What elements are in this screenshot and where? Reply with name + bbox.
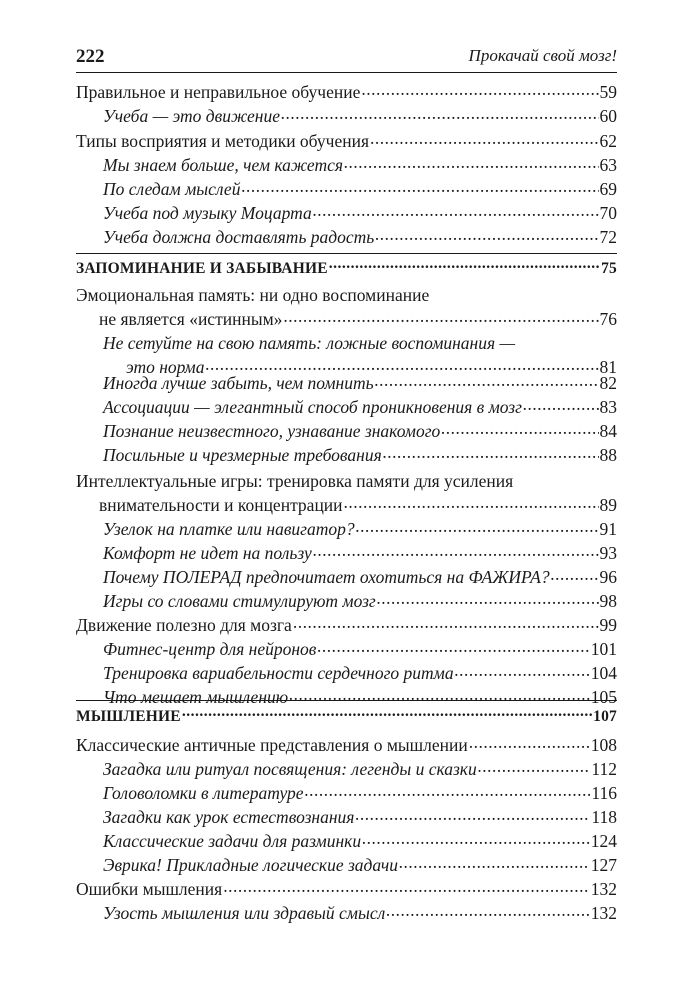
dot-leader <box>344 494 599 512</box>
toc-entry-title: Тренировка вариабельности сердечного ритма <box>103 663 454 683</box>
toc-entry-title: Головоломки в литературе <box>103 783 304 803</box>
dot-leader <box>313 202 599 220</box>
toc-page-number: 104 <box>590 663 617 683</box>
toc-entry-title: Типы восприятия и методики обучения <box>76 131 370 151</box>
toc-page-number: 124 <box>590 831 617 851</box>
toc-subentry <box>76 781 617 805</box>
toc-page-number: 59 <box>599 82 617 102</box>
toc-entry-title: это норма <box>126 357 205 377</box>
toc-page-number: 127 <box>590 855 617 875</box>
toc-subentry <box>76 805 617 829</box>
toc-page-number: 76 <box>599 309 617 329</box>
toc-page-number: 72 <box>599 227 617 247</box>
toc-subentry <box>76 153 617 177</box>
dot-leader <box>361 81 598 99</box>
dot-leader <box>399 854 590 872</box>
toc-page-number: 98 <box>599 591 617 611</box>
dot-leader <box>344 154 599 172</box>
toc-page-number: 132 <box>590 879 617 899</box>
dot-leader <box>478 758 591 776</box>
toc-subentry <box>76 541 617 565</box>
toc-subentry <box>76 589 617 613</box>
dot-leader <box>313 542 599 560</box>
dot-leader <box>383 444 599 462</box>
toc-entry-title-line: Интеллектуальные игры: тренировка памяти для усиления <box>76 471 514 491</box>
toc-subentry <box>76 517 617 541</box>
toc-entry-title: Мы знаем больше, чем кажется <box>103 155 343 175</box>
toc-entry-title: Почему ПОЛЕРАД предпочитает охотиться на ФАЖИРА? <box>103 567 550 587</box>
toc-page-number: 62 <box>599 131 617 151</box>
toc-subentry <box>76 225 617 249</box>
toc-entry-title: Посильные и чрезмерные требования <box>103 445 382 465</box>
dot-leader <box>455 662 590 680</box>
toc-subentry <box>76 829 617 853</box>
toc-chapter-entry <box>76 877 617 901</box>
toc-entry-title: Что мешает мышлению <box>103 687 289 707</box>
toc-subentry <box>76 177 617 201</box>
dot-leader <box>283 308 598 326</box>
toc-subentry <box>76 443 617 467</box>
toc-subentry <box>76 201 617 225</box>
dot-leader <box>362 830 590 848</box>
toc-entry-title: Правильное и неправильное обучение <box>76 82 361 102</box>
toc-entry-title: Фитнес-центр для нейронов <box>103 639 317 659</box>
toc-page-number: 63 <box>599 155 617 175</box>
dot-leader <box>223 878 590 896</box>
toc-subentry <box>76 104 617 128</box>
toc-chapter-entry <box>76 469 617 517</box>
toc-entry-title: Классические античные представления о мышлении <box>76 735 468 755</box>
toc-subentry <box>76 419 617 443</box>
toc-entry-title: ЗАПОМИНАНИЕ И ЗАБЫВАНИЕ <box>76 260 328 277</box>
toc-entry-title-line: Эмоциональная память: ни одно воспоминание <box>76 285 430 305</box>
toc-entry-title: Узелок на платке или навигатор? <box>103 519 355 539</box>
toc-section-heading <box>76 705 617 729</box>
dot-leader <box>469 734 590 752</box>
toc-page-number: 116 <box>591 783 617 803</box>
toc-entry-title: МЫШЛЕНИЕ <box>76 708 181 725</box>
toc-page-number: 70 <box>599 203 617 223</box>
toc-entry-title: Ошибки мышления <box>76 879 223 899</box>
toc-subentry <box>76 565 617 589</box>
toc-page-number: 88 <box>599 445 617 465</box>
dot-leader <box>289 686 590 704</box>
toc-entry-title: Комфорт не идет на пользу <box>103 543 312 563</box>
header-rule <box>76 72 617 73</box>
toc-subentry <box>76 371 617 395</box>
dot-leader <box>317 638 589 656</box>
toc-subentry <box>76 395 617 419</box>
toc-entry-title: внимательности и концентрации <box>99 495 343 515</box>
toc-subentry <box>76 853 617 877</box>
section-divider <box>76 253 617 254</box>
dot-leader <box>355 806 590 824</box>
dot-leader <box>523 396 599 414</box>
toc-page-number: 91 <box>599 519 617 539</box>
dot-leader <box>241 178 598 196</box>
toc-page-number: 118 <box>591 807 617 827</box>
toc-subentry <box>76 901 617 925</box>
toc-page-number: 81 <box>599 357 617 377</box>
toc-page-number: 132 <box>590 903 617 923</box>
dot-leader <box>375 372 599 390</box>
toc-page-number: 89 <box>599 495 617 515</box>
dot-leader <box>182 706 592 722</box>
toc-entry-title: Движение полезно для мозга <box>76 615 292 635</box>
dot-leader <box>293 614 599 632</box>
toc-entry-title: Загадка или ритуал посвящения: легенды и сказки <box>103 759 477 779</box>
toc-entry-title-line: Не сетуйте на свою память: ложные воспоминания — <box>103 333 516 353</box>
toc-subentry <box>76 637 617 661</box>
toc-entry-title: Классические задачи для разминки <box>103 831 362 851</box>
toc-page-number: 60 <box>599 106 617 126</box>
toc-page-number: 99 <box>599 615 617 635</box>
dot-leader <box>305 782 591 800</box>
dot-leader <box>356 518 599 536</box>
dot-leader <box>441 420 598 438</box>
toc-page-number: 84 <box>599 421 617 441</box>
toc-chapter-entry <box>76 613 617 637</box>
toc-chapter-entry <box>76 733 617 757</box>
dot-leader <box>281 105 599 123</box>
dot-leader <box>329 258 600 274</box>
toc-subentry <box>76 757 617 781</box>
page-header <box>76 44 617 72</box>
toc-entry-title: Иногда лучше забыть, чем помнить <box>103 373 374 393</box>
running-title: Прокачай свой мозг! <box>468 46 617 65</box>
toc-entry-title: Загадки как урок естествознания <box>103 807 355 827</box>
toc-entry-title: Эврика! Прикладные логические задачи <box>103 855 399 875</box>
page-number: 222 <box>76 46 105 67</box>
toc-page-number: 93 <box>599 543 617 563</box>
dot-leader <box>377 590 599 608</box>
toc-entry-title: Игры со словами стимулируют мозг <box>103 591 376 611</box>
toc-entry-title: Учеба под музыку Моцарта <box>103 203 312 223</box>
toc-page-number: 83 <box>599 397 617 417</box>
toc-section-heading <box>76 257 617 281</box>
toc-chapter-entry <box>76 129 617 153</box>
toc-page-number: 75 <box>601 260 617 277</box>
dot-leader <box>370 130 598 148</box>
dot-leader <box>386 902 590 920</box>
toc-entry-title: Познание неизвестного, узнавание знакомого <box>103 421 441 441</box>
dot-leader <box>551 566 599 584</box>
dot-leader <box>375 226 598 244</box>
toc-page-number: 82 <box>599 373 617 393</box>
toc-chapter-entry <box>76 80 617 104</box>
toc-page-number: 96 <box>599 567 617 587</box>
toc-subentry <box>76 661 617 685</box>
toc-page-number: 108 <box>590 735 617 755</box>
toc-page-number: 105 <box>590 687 617 707</box>
toc-entry-title: Узость мышления или здравый смысл <box>103 903 386 923</box>
toc-entry-title: Учеба должна доставлять радость <box>103 227 375 247</box>
toc-page-number: 69 <box>599 179 617 199</box>
toc-page-number: 101 <box>590 639 617 659</box>
toc-page-number: 112 <box>591 759 617 779</box>
toc-chapter-entry <box>76 283 617 331</box>
toc-entry-title: По следам мыслей <box>103 179 241 199</box>
toc-entry-title: не является «истинным» <box>99 309 283 329</box>
toc-page-number: 107 <box>593 708 617 725</box>
toc-entry-title: Ассоциации — элегантный способ проникновения в мозг <box>103 397 522 417</box>
toc-entry-title: Учеба — это движение <box>103 106 280 126</box>
